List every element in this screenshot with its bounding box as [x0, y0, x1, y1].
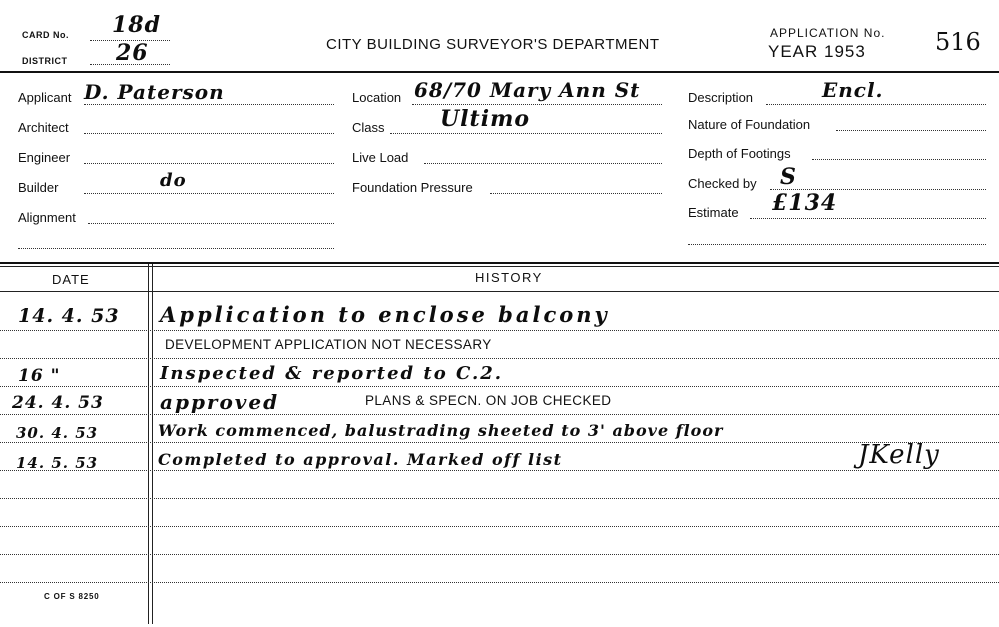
- row-line: [0, 386, 999, 387]
- architect-label: Architect: [18, 120, 69, 135]
- history-header-rule: [0, 291, 999, 292]
- depth-of-footings-label: Depth of Footings: [688, 146, 791, 161]
- row-line: [0, 414, 999, 415]
- checked-by-label: Checked by: [688, 176, 757, 191]
- estimate-line: [750, 218, 986, 219]
- builder-value: do: [160, 170, 187, 191]
- location-value: 68/70 Mary Ann St: [414, 78, 641, 102]
- right-bottom-line: [688, 244, 986, 245]
- header-divider: [0, 71, 999, 73]
- row-line: [0, 470, 999, 471]
- estimate-value: £134: [772, 190, 838, 216]
- history-date: 14. 5. 53: [16, 454, 99, 472]
- row-line: [0, 442, 999, 443]
- nature-of-foundation-label: Nature of Foundation: [688, 117, 811, 132]
- row-line: [0, 554, 999, 555]
- row-line: [0, 358, 999, 359]
- history-date: 30. 4. 53: [16, 424, 99, 442]
- date-column-rule-inner: [152, 264, 153, 624]
- location-label: Location: [352, 90, 402, 105]
- nature-of-foundation-line: [836, 130, 986, 131]
- date-column-rule: [148, 264, 149, 624]
- history-date: 24. 4. 53: [12, 393, 104, 413]
- history-date: 14. 4. 53: [18, 305, 120, 327]
- form-code: C OF S 8250: [44, 592, 100, 601]
- builder-line: [84, 193, 334, 194]
- applicant-label: Applicant: [18, 90, 72, 105]
- row-line: [0, 498, 999, 499]
- district-line: [90, 64, 170, 65]
- dev-app-stamp: DEVELOPMENT APPLICATION NOT NECESSARY: [165, 337, 492, 352]
- card-no-value: 18d: [112, 12, 161, 38]
- row-line: [0, 526, 999, 527]
- description-label: Description: [688, 90, 754, 105]
- history-entry: Inspected & reported to C.2.: [160, 363, 504, 384]
- checked-by-value: S: [780, 164, 797, 190]
- year-label: YEAR 1953: [768, 42, 866, 61]
- history-entry: Completed to approval. Marked off list: [158, 450, 563, 469]
- applicant-value: D. Paterson: [84, 80, 225, 104]
- live-load-label: Live Load: [352, 150, 409, 165]
- foundation-pressure-line: [490, 193, 662, 194]
- history-top-rule: [0, 262, 999, 264]
- foundation-pressure-label: Foundation Pressure: [352, 180, 473, 195]
- engineer-line: [84, 163, 334, 164]
- applicant-line: [84, 104, 334, 105]
- class-line: [390, 133, 662, 134]
- plans-stamp: PLANS & SPECN. ON JOB CHECKED: [365, 393, 612, 408]
- application-no-label: APPLICATION No.: [770, 26, 886, 40]
- history-header: HISTORY: [475, 270, 543, 285]
- description-line: [766, 104, 986, 105]
- row-line: [0, 330, 999, 331]
- alignment-line: [88, 223, 334, 224]
- builder-label: Builder: [18, 180, 59, 195]
- district-label: DISTRICT: [22, 56, 68, 66]
- row-line: [0, 582, 999, 583]
- district-value: 26: [116, 40, 149, 66]
- date-header: DATE: [52, 272, 90, 287]
- application-no-value: 516: [935, 28, 981, 56]
- estimate-label: Estimate: [688, 205, 739, 220]
- location-line: [412, 104, 662, 105]
- description-value: Encl.: [822, 78, 884, 102]
- class-value: Ultimo: [440, 106, 531, 132]
- engineer-label: Engineer: [18, 150, 71, 165]
- architect-line: [84, 133, 334, 134]
- alignment-label: Alignment: [18, 210, 76, 225]
- depth-of-footings-line: [812, 159, 986, 160]
- signature: JKelly: [858, 440, 940, 470]
- history-entry: approved: [160, 390, 280, 414]
- history-entry: Work commenced, balustrading sheeted to 3' above floor: [158, 421, 724, 440]
- card-no-label: CARD No.: [22, 30, 69, 40]
- live-load-line: [424, 163, 662, 164]
- history-date: 16 ": [18, 366, 61, 386]
- history-entry: Application to enclose balcony: [160, 302, 610, 327]
- department-title: CITY BUILDING SURVEYOR'S DEPARTMENT: [326, 36, 660, 53]
- left-bottom-line: [18, 248, 334, 249]
- history-top-rule-inner: [0, 266, 999, 267]
- class-label: Class: [352, 120, 385, 135]
